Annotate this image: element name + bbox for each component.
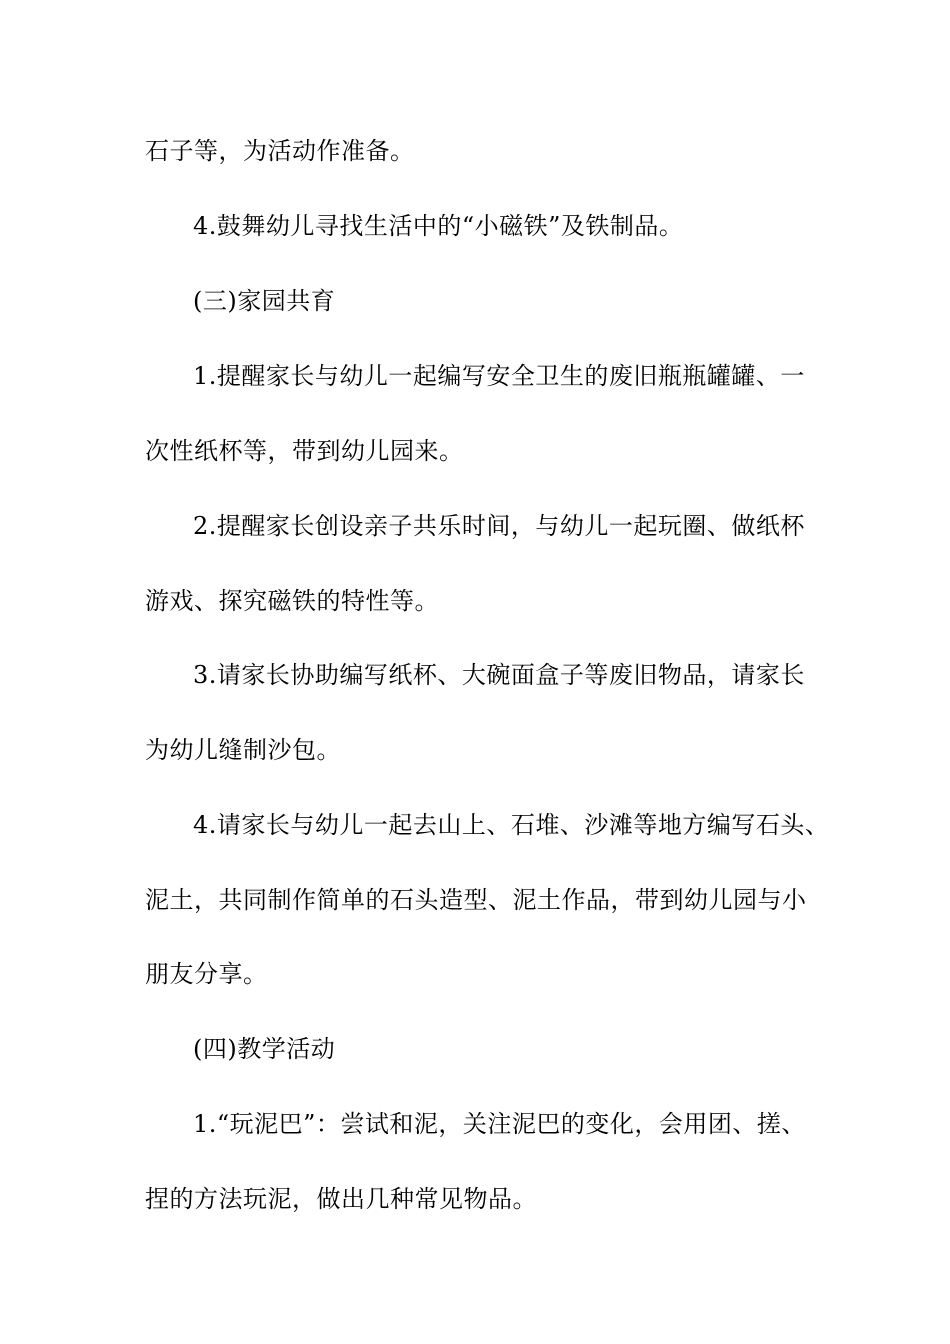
list-item: 4.请家长与幼儿一起去山上、石堆、沙滩等地方编写石头、 bbox=[193, 811, 830, 839]
list-item: 1.提醒家长与幼儿一起编写安全卫生的废旧瓶瓶罐罐、一 bbox=[193, 362, 805, 390]
text-line: 游戏、探究磁铁的特性等。 bbox=[145, 587, 439, 615]
section-heading: (四)教学活动 bbox=[193, 1035, 336, 1063]
list-item: 3.请家长协助编写纸杯、大碗面盒子等废旧物品，请家长 bbox=[193, 661, 805, 689]
list-item: 4.鼓舞幼儿寻找生活中的“小磁铁”及铁制品。 bbox=[193, 212, 684, 240]
text-line: 为幼儿缝制沙包。 bbox=[145, 736, 341, 764]
list-item: 1.“玩泥巴”：尝试和泥，关注泥巴的变化，会用团、搓、 bbox=[193, 1110, 806, 1138]
text-line: 石子等，为活动作准备。 bbox=[145, 137, 415, 165]
text-line: 朋友分享。 bbox=[145, 960, 268, 988]
text-line: 捏的方法玩泥，做出几种常见物品。 bbox=[145, 1185, 537, 1213]
list-item: 2.提醒家长创设亲子共乐时间，与幼儿一起玩圈、做纸杯 bbox=[193, 512, 805, 540]
text-line: 泥土，共同制作简单的石头造型、泥土作品，带到幼儿园与小 bbox=[145, 886, 807, 914]
section-heading: (三)家园共育 bbox=[193, 287, 336, 315]
text-line: 次性纸杯等，带到幼儿园来。 bbox=[145, 437, 464, 465]
